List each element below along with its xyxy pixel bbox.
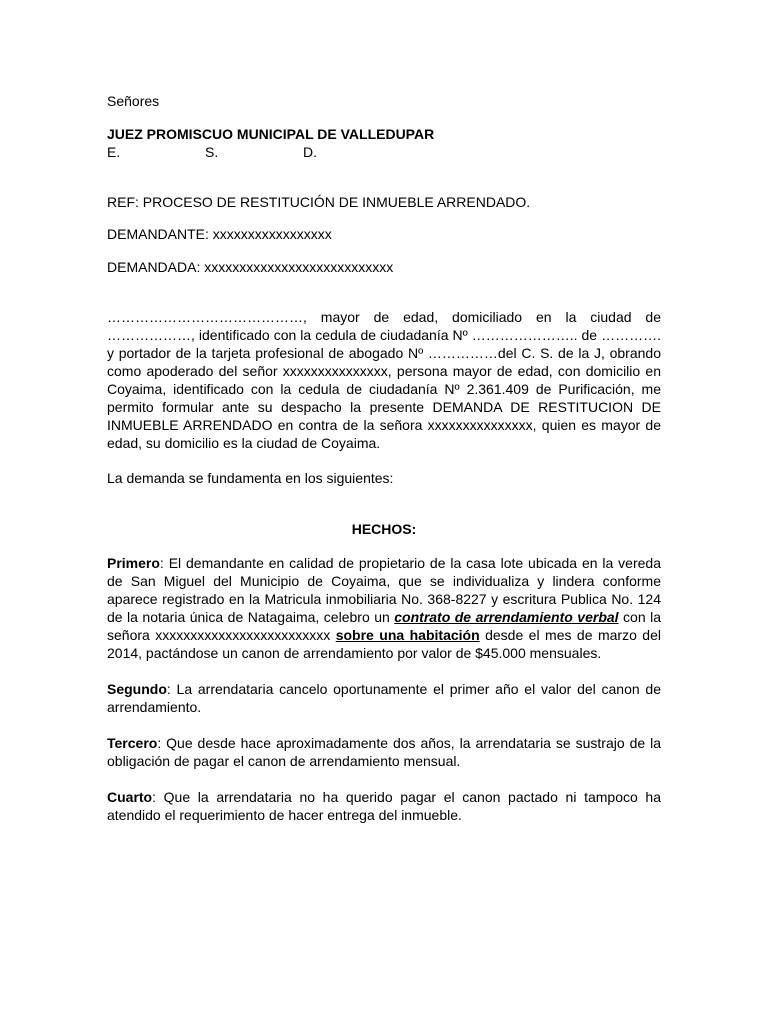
hecho-segundo-text: : La arrendataria cancelo oportunamente el primer año el valor del canon de arrendamiento. — [107, 681, 661, 715]
hecho-primero — [107, 554, 661, 662]
salutation: Señores — [107, 93, 160, 109]
esd-d: D. — [303, 144, 317, 160]
hecho-primero-text-c: desde el mes de marzo del 2014, pactándose un canon de arrendamiento por valor de $45.000 mensuales. — [107, 627, 661, 661]
esd-e: E. — [107, 144, 121, 160]
fundamento-line: La demanda se fundamenta en los siguientes: — [107, 470, 394, 486]
habitacion-emphasis: sobre una habitación — [335, 627, 480, 643]
hecho-cuarto-label: Cuarto — [107, 789, 153, 805]
addressee: JUEZ PROMISCUO MUNICIPAL DE VALLEDUPAR — [107, 126, 435, 142]
hechos-title: HECHOS: — [351, 521, 417, 537]
contrato-verbal-emphasis: contrato de arrendamiento verbal — [394, 609, 619, 625]
hecho-primero-text-a: : El demandante en calidad de propietario de la casa lote ubicada en la vereda de San Miguel del Municipio de Coyaima, que se individualiza y lindera conforme aparece registrado en la Matricula inmobiliaria No. 368-8227 y escritura Publica No. 124 de la notaria única de Natagaima, celebro un — [107, 555, 661, 625]
document-page — [107, 92, 661, 824]
hecho-tercero-text: : Que desde hace aproximadamente dos años, la arrendataria se sustrajo de la obligación de pagar el canon de arrendamiento mensual. — [107, 735, 661, 769]
hecho-tercero-label: Tercero — [107, 735, 158, 751]
esd-line — [107, 143, 661, 161]
hecho-cuarto-text: : Que la arrendataria no ha querido pagar el canon pactado ni tampoco ha atendido el requerimiento de hacer entrega del inmueble. — [107, 789, 661, 823]
intro-paragraph: ……………………………………, mayor de edad, domiciliado en la ciudad de ………………, identificado con la cedula de ciudadanía Nº ………………….. de …………. y portador de la tarjeta profesional de abogado Nº ……………del C. S. de la J, obrando como apoderado del señor xxxxxxxxxxxxxxx, persona mayor de edad, con domicilio en Coyaima, identificado con la cedula de ciudadanía Nº 2.361.409 de Purificación, me permito formular ante su despacho la presente DEMANDA DE RESTITUCION DE INMUEBLE ARRENDADO en contra de la señora xxxxxxxxxxxxxxx, quien es mayor de edad, su domicilio es la ciudad de Coyaima. — [107, 309, 661, 451]
demandada: DEMANDADA: xxxxxxxxxxxxxxxxxxxxxxxxxxx — [107, 259, 394, 275]
hecho-cuarto — [107, 788, 661, 824]
hecho-primero-label: Primero — [107, 555, 160, 571]
hecho-segundo-label: Segundo — [107, 681, 167, 697]
hecho-primero-text-b: con la señora xxxxxxxxxxxxxxxxxxxxxxxxx — [107, 609, 661, 643]
demandante: DEMANDANTE: xxxxxxxxxxxxxxxxx — [107, 226, 332, 242]
hecho-tercero — [107, 734, 661, 770]
esd-s: S. — [205, 144, 219, 160]
reference: REF: PROCESO DE RESTITUCIÓN DE INMUEBLE ARRENDADO. — [107, 194, 531, 210]
hecho-segundo — [107, 680, 661, 716]
